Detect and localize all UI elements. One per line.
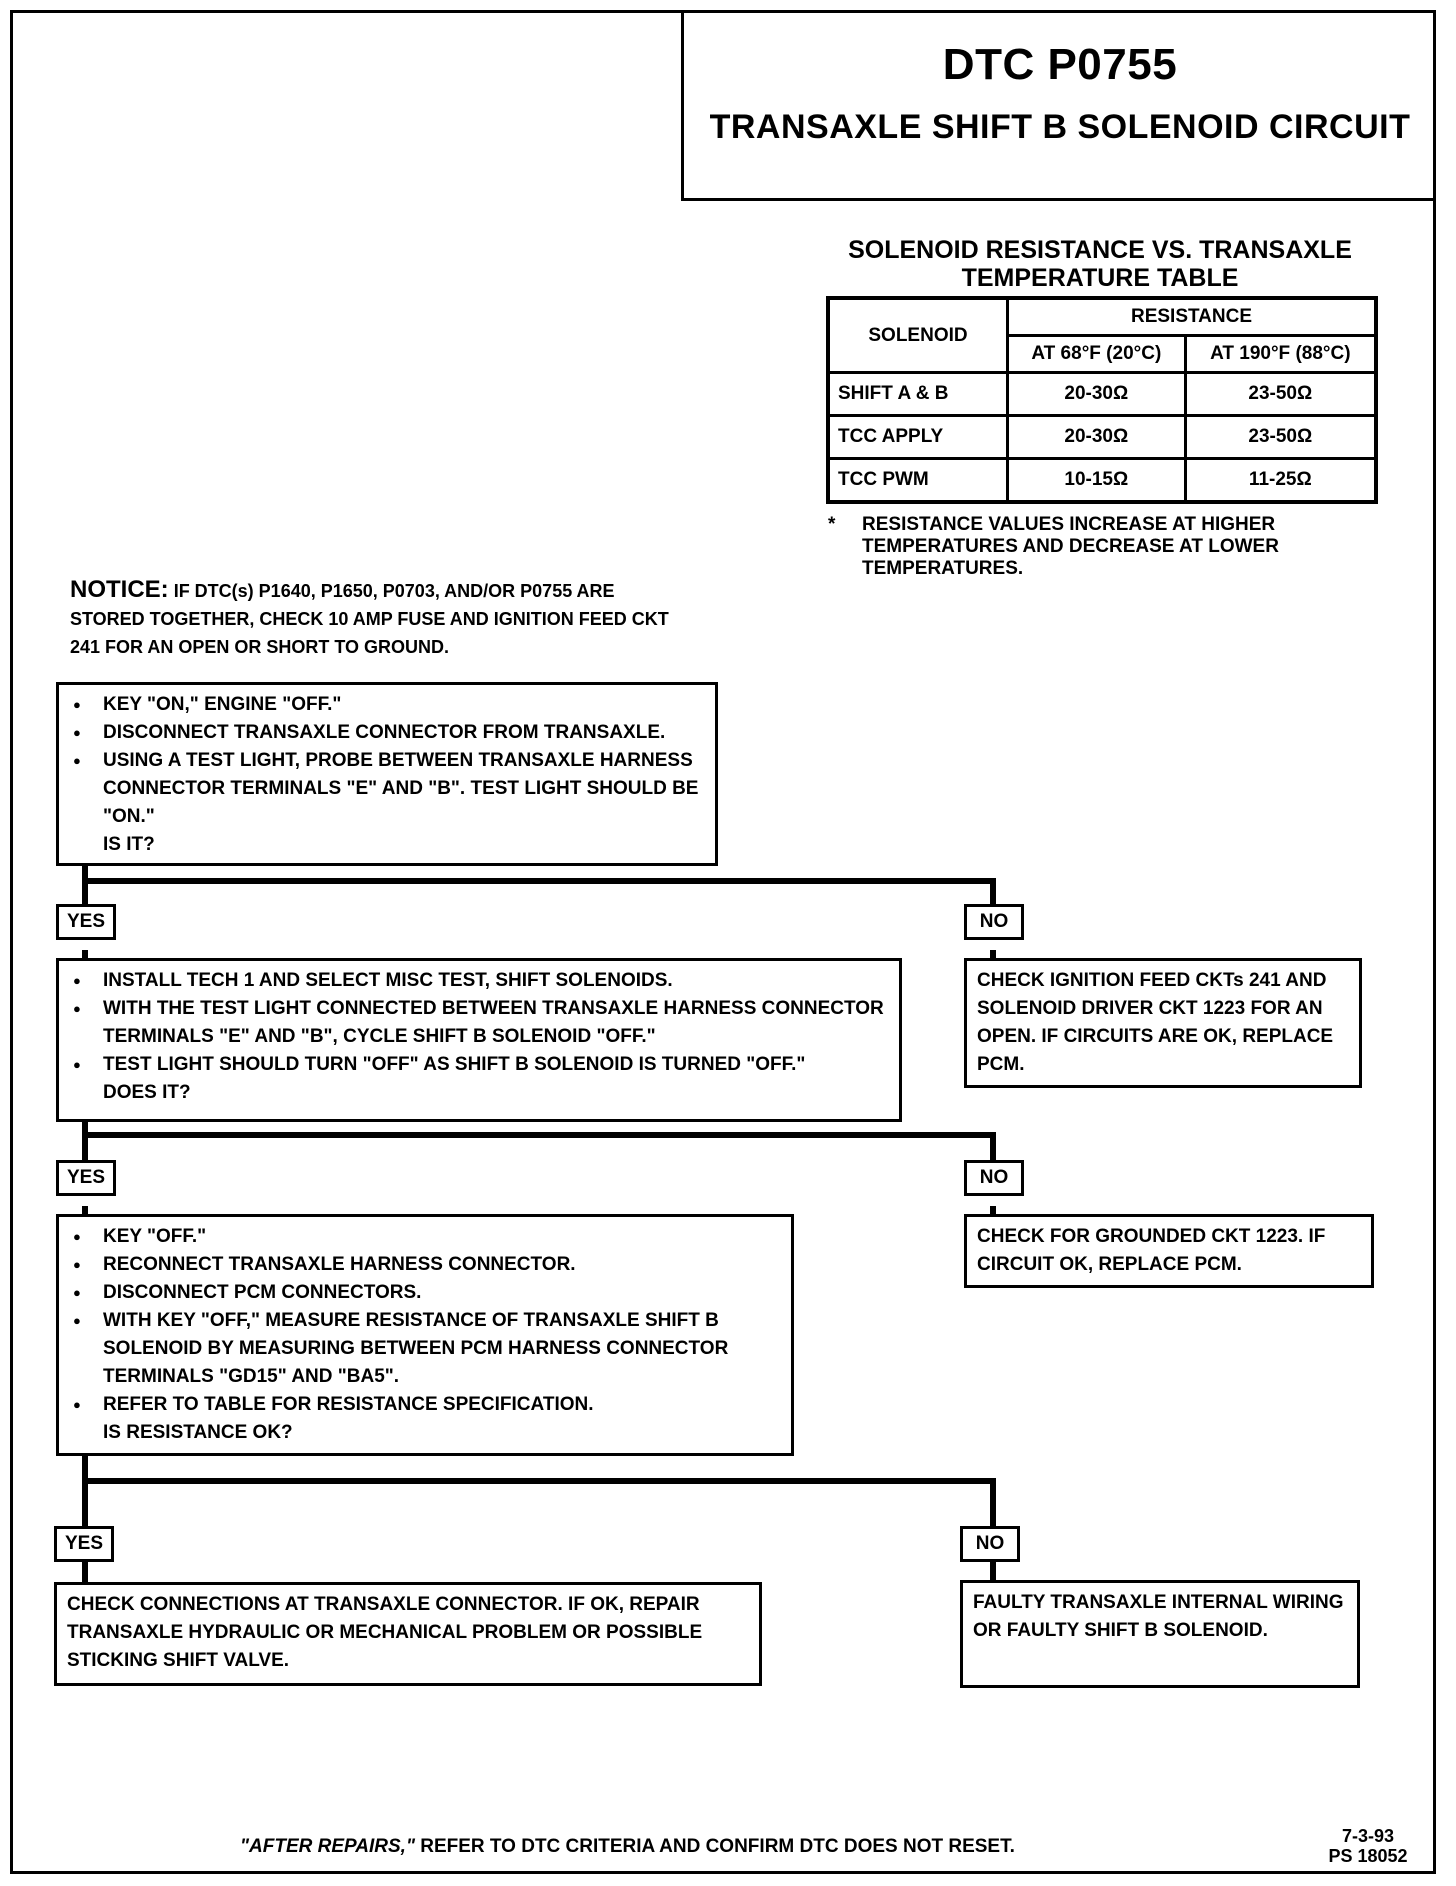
- row-name: TCC APPLY: [828, 416, 1008, 459]
- step3-item: ● DISCONNECT PCM CONNECTORS.: [69, 1279, 781, 1307]
- row-name: SHIFT A & B: [828, 373, 1008, 416]
- page-subtitle: TRANSAXLE SHIFT B SOLENOID CIRCUIT: [709, 108, 1411, 146]
- notice-line3: 241 FOR AN OPEN OR SHORT TO GROUND.: [70, 637, 450, 657]
- table-title: [820, 236, 1380, 292]
- yes-label: YES: [56, 904, 116, 940]
- document-reference: [1318, 1826, 1418, 1866]
- footnote-marker: *: [828, 514, 836, 535]
- row-high-value: 23-50Ω: [1185, 373, 1376, 416]
- table-row: [828, 416, 1376, 459]
- step3-item: ● RECONNECT TRANSAXLE HARNESS CONNECTOR.: [69, 1251, 781, 1279]
- no3-text: FAULTY TRANSAXLE INTERNAL WIRING OR FAULTY SHIFT B SOLENOID.: [973, 1592, 1344, 1641]
- notice-heading: NOTICE:: [70, 576, 169, 603]
- connector-line: [82, 1478, 996, 1484]
- page-title: DTC P0755: [942, 40, 1178, 89]
- footer-emphasis: "AFTER REPAIRS,": [240, 1836, 415, 1857]
- row-high-value: 23-50Ω: [1185, 416, 1376, 459]
- yes-label: YES: [54, 1526, 114, 1562]
- connector-line: [82, 1455, 88, 1527]
- no1-box: [964, 958, 1362, 1088]
- no-label: NO: [964, 904, 1024, 940]
- row-high-value: 11-25Ω: [1185, 459, 1376, 503]
- doc-date: 7-3-93: [1341, 1826, 1395, 1846]
- step3-item: ● REFER TO TABLE FOR RESISTANCE SPECIFICATION.: [69, 1391, 781, 1419]
- step1-question: IS IT?: [103, 834, 155, 855]
- no2-box: [964, 1214, 1374, 1288]
- step2-question: DOES IT?: [103, 1082, 191, 1103]
- step2-item: ● INSTALL TECH 1 AND SELECT MISC TEST, SHIFT SOLENOIDS.: [69, 967, 889, 995]
- step2-item: ● WITH THE TEST LIGHT CONNECTED BETWEEN TRANSAXLE HARNESS CONNECTOR TERMINALS "E" AND "B", CYCLE SHIFT B SOLENOID "OFF.": [69, 995, 889, 1051]
- connector-line: [82, 1132, 996, 1138]
- row-low-value: 10-15Ω: [1008, 459, 1186, 503]
- row-low-value: 20-30Ω: [1008, 373, 1186, 416]
- no1-text: CHECK IGNITION FEED CKTs 241 AND SOLENOID DRIVER CKT 1223 FOR AN OPEN. IF CIRCUITS ARE OK, REPLACE PCM.: [977, 970, 1334, 1075]
- row-name: TCC PWM: [828, 459, 1008, 503]
- step2-item: ● TEST LIGHT SHOULD TURN "OFF" AS SHIFT B SOLENOID IS TURNED "OFF.": [69, 1051, 889, 1079]
- col-low-temp-header: AT 68°F (20°C): [1008, 336, 1186, 373]
- step3-box: [56, 1214, 794, 1456]
- yes3-box: [54, 1582, 762, 1686]
- yes3-text: CHECK CONNECTIONS AT TRANSAXLE CONNECTOR. IF OK, REPAIR TRANSAXLE HYDRAULIC OR MECHANICAL PROBLEM OR POSSIBLE STICKING SHIFT VALVE.: [67, 1594, 703, 1671]
- notice-line1: IF DTC(s) P1640, P1650, P0703, AND/OR P0755 ARE: [173, 581, 615, 601]
- step1-item: ● USING A TEST LIGHT, PROBE BETWEEN TRANSAXLE HARNESS CONNECTOR TERMINALS "E" AND "B". TEST LIGHT SHOULD BE "ON.": [69, 747, 705, 831]
- step1-item: ● DISCONNECT TRANSAXLE CONNECTOR FROM TRANSAXLE.: [69, 719, 705, 747]
- footnote-text: RESISTANCE VALUES INCREASE AT HIGHER TEMPERATURES AND DECREASE AT LOWER TEMPERATURES.: [862, 514, 1279, 579]
- connector-line: [990, 1478, 996, 1526]
- table-title-line1: SOLENOID RESISTANCE VS. TRANSAXLE: [848, 236, 1352, 264]
- no-label: NO: [964, 1160, 1024, 1196]
- step3-item: ● KEY "OFF.": [69, 1223, 781, 1251]
- table-title-line2: TEMPERATURE TABLE: [961, 264, 1239, 292]
- footer-text: REFER TO DTC CRITERIA AND CONFIRM DTC DOES NOT RESET.: [420, 1836, 1015, 1857]
- no2-text: CHECK FOR GROUNDED CKT 1223. IF CIRCUIT OK, REPLACE PCM.: [977, 1226, 1326, 1275]
- table-row: [828, 459, 1376, 503]
- step2-box: [56, 958, 902, 1122]
- connector-line: [990, 1562, 996, 1582]
- notice: [70, 576, 770, 661]
- title-block: [681, 10, 1436, 201]
- connector-line: [82, 878, 996, 884]
- resistance-table: [826, 296, 1378, 504]
- connector-line: [82, 1562, 88, 1584]
- footer-note: [240, 1836, 1140, 1858]
- step1-item: ● KEY "ON," ENGINE "OFF.": [69, 691, 705, 719]
- notice-line2: STORED TOGETHER, CHECK 10 AMP FUSE AND IGNITION FEED CKT: [70, 609, 669, 629]
- yes-label: YES: [56, 1160, 116, 1196]
- no3-box: [960, 1580, 1360, 1688]
- step3-item: ● WITH KEY "OFF," MEASURE RESISTANCE OF TRANSAXLE SHIFT B SOLENOID BY MEASURING BETWEEN PCM HARNESS CONNECTOR TERMINALS "GD15" AND "BA5".: [69, 1307, 781, 1391]
- col-resistance-header: RESISTANCE: [1008, 298, 1377, 336]
- col-solenoid-header: SOLENOID: [828, 298, 1008, 373]
- step3-question: IS RESISTANCE OK?: [103, 1422, 293, 1443]
- step1-box: [56, 682, 718, 866]
- no-label: NO: [960, 1526, 1020, 1562]
- table-row: [828, 373, 1376, 416]
- row-low-value: 20-30Ω: [1008, 416, 1186, 459]
- doc-code: PS 18052: [1328, 1846, 1408, 1866]
- col-high-temp-header: AT 190°F (88°C): [1185, 336, 1376, 373]
